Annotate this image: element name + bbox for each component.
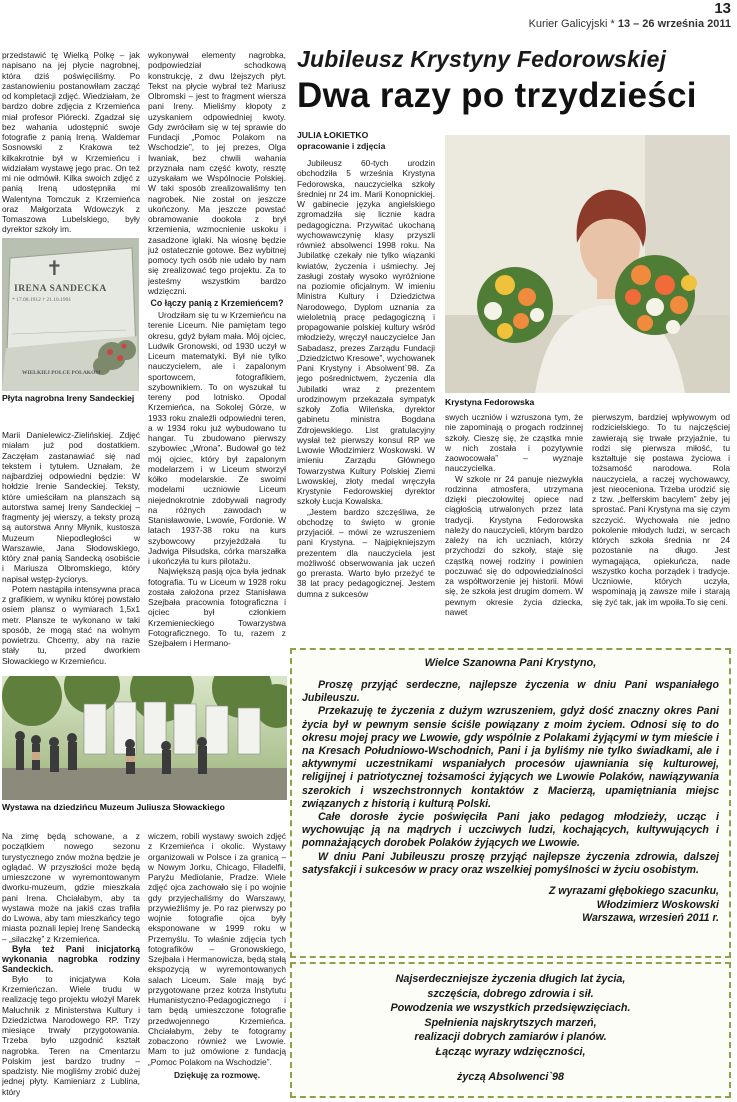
letter-paragraph: Całe dorosłe życie poświęciła Pani jako pedagog młodzieży, ucząc i wychowując ją na mądrych i uczciwych ludzi, kochających, kultywujących i pomnażających dorobek Polaków żyjących we Lwowie.: [302, 811, 719, 850]
publication-name: Kurier Galicyjski: [528, 18, 608, 30]
article-title: Dwa razy po trzydzieści: [297, 76, 697, 115]
gravestone-photo-caption: Płyta nagrobna Ireny Sandeckiej: [2, 393, 135, 403]
paragraph: „Jestem bardzo szczęśliwa, że obchodzę to święto w gronie przyjaciół. – mówi ze wzruszeniem pani Krystyna. – Najpiękniejszym prezentem dla nauczyciela jest możliwość obserwowania jak uczeń go prerasta. Warto było przeżyć te 38 lat pracy pedagogicznej. Jestem dumna z sukcesów: [297, 506, 435, 599]
greetings-letter-box: [290, 648, 731, 958]
gravestone-cross: ✝: [46, 256, 63, 280]
running-header: [529, 18, 731, 30]
author-note: opracowanie i zdjęcia: [297, 141, 386, 151]
letter-closing: Z wyrazami głębokiego szacunku,: [548, 885, 719, 898]
paragraph: wykonywał elementy nagrobka, podpowiedział schodkową konstrukcję, z dwu lżejszych płyt. Tekst na płycie wybrał też Mariusz Olbromski – jest to fragment wiersza pani Ireny. Mieliśmy kłopoty z uzyskaniem odpowiedniej kwoty. Gdy zwróciłam się w tej sprawie do Fundacji „Pomoc Polakom na Wschodzie”, to jej prezes, Olga Iwaniak, bez chwili wahania przyznała nam część kwoty, resztę uzyskałam we Wspólnocie Polskiej. W taki sposób zrealizowaliśmy ten nagrobek. Nie został on jeszcze ukończony. Ma jeszcze powstać obramowanie dookoła z brył krzemienia, wzmocnienie uskoku i zasadzone iglaki. Na wiosnę będzie już ostatecznie gotowe. Bez wybitnej pomocy tych osób nie udało by nam się zrealizować tego projektu. Za to jesteśmy wszystkim bardzo wdzięczni.: [148, 50, 286, 296]
interview-question: Była też Pani inicjatorką wykonania nagrobka rodziny Sandeckich.: [2, 943, 140, 974]
article-column-3: [592, 412, 730, 642]
letter-place-date: Warszawa, wrzesień 2011 r.: [582, 912, 719, 925]
paragraph: przedstawić tę Wielką Polkę – jak napisano na jej płycie nagrobnej, która dziś poświęciliśmy. Po zastanowieniu postanowiłam zacząć od kompletacji zdjęć. Wiedziałam, że bardzo dobre zdjęcia z Krzemieńca miał profesor Piórecki. Zgadzał się bez wahania udostępnić swoje fotografie z panią Ireną. Waldemar Sosnowski z Krakowa też kilkakrotnie był w Krzemieńcu i widziałam wystawę jego prac. On też mi nie odmówił. Kilka swoich zdjęć z panią Ireną udostępniła mi Walentyna Tomczuk z Krzemieńca oraz Małgorzata Wdowczyk z Tomaszowa Lubelskiego, były dyrektor szkoły im.: [2, 50, 140, 235]
interview-question: Co łączy panią z Krzemieńcem?: [150, 298, 284, 308]
letter-signature: [302, 885, 719, 926]
wish-signoff: życzą Absolwenci`98: [456, 1070, 564, 1083]
paragraph: wiczem, robili wystawy swoich zdjęć z Krzemieńca i okolic. Wystawy organizowali w Polsce i za granicą – w Nowym Jorku, Chicago, Filadelfii, Paryżu Mediolanie, Pradze. Wiele zdjęć ojca zachowało się i po wojnie gdy przyjechaliśmy do Warszawy, przywieźliśmy je. Po raz pierwszy po wojnie fotografie ojca były eksponowane w 1999 roku w Przemyślu. To właśnie zdjęcia tych fotografików – Gronowskiego, Szejbała i Hermanowicza, będą stałą ekspozycją w wyremontowanych salach Liceum. Sale mają być przygotowane przez kotrza Instytutu Humanistyczno-Pedagogicznego i tam będą umieszczone fotografie przedwojennego Krzemieńca. Chciałabym, żeby te fotogramy zobaczono również we Lwowie. Mam to już omówione z fundacją „Pomoc Polakom na Wschodzie”.: [148, 831, 286, 1067]
exhibition-photo-caption: Wystawa na dziedzińcu Muzeum Juliusza Słowackiego: [2, 802, 225, 812]
paragraph: Było to inicjatywa Koła Krzemieńczan. Wiele trudu w realizację tego projektu włożył Marek Małuchnik z Ministerstwa Kultury i Dziedzictwa Narodowego RP. Trzy miesiące trwały przygotowania. Trzeba było uzgodnić kształt nagrobka. Teren na Cmentarzu Polskim jest bardzo trudny – spadzisty. Nie mogliśmy zrobić dużej jednej płyty. Kamieniarz z Lublina, który: [2, 973, 140, 1097]
paragraph: swych uczniów i wzruszona tym, że nie zapominają o progach rodzinnej szkoły. Cieszę się, że cząstka mnie w nich została i pozytywnie zaowocowała” – wyznaje nauczycielka.: [445, 412, 583, 474]
portrait-illustration: [445, 135, 730, 393]
issue-date: 13 – 26 września 2011: [617, 18, 731, 30]
exhibition-photo: [2, 676, 287, 800]
byline: [297, 130, 385, 152]
paragraph: pierwszym, bardziej wpływowym od rodzicielskiego. To tu najczęściej zawierają się trwałe przyjaźnie, tu rodzi się pierwsza miłość, tu kształtuje się postawa życiowa i tożsamość narodowa. Rola nauczyciela, a raczej wychowawcy, jest nieoceniona. Trzeba urodzić się z tzw. „belferskim bacylem” żeby jej sprostać. Pani Krystyna ma się czym szczycić. Wychowała nie jedno pokolenie młodych ludzi, w sercach których szkoła średnia nr 24 pozostanie na długo. Jest wymagająca, opiekuńcza, nade wszystko kocha porządek i tradycje. Uczniowie, których uczyła, wspominają ją zawsze mile i starają się żyć tak, jak im wpoiła.To się ceni.: [592, 412, 730, 607]
article-kicker: Jubileusz Krystyny Fedorowskiej: [297, 46, 667, 72]
left-column-1-top: [2, 50, 140, 236]
wish-line: Najserdeczniejsze życzenia długich lat życia,: [395, 973, 626, 985]
paragraph: Jubileusz 60-tych urodzin obchodziła 5 września Krystyna Fedorowska, nauczycielka szkoły średniej nr 24 im. Marii Konopnickiej. W gabinecie języka angielskiego zgromadziła się licznie kadra pedagogiczna. Przywitać ukochaną wychowawczynię klasy przyszli również absolwenci 1998 roku. Na Jubilatkę czekały nie tylko wiązanki kwiatów, życzenia i uśmiechy. Jej zasługi zostały wysoko wyróżnione na poziomie oficjalnym. W imieniu Ministra Kultury i Dziedzictwa Narodowego, Dyplom uznania za wieloletnią pracę pedagogiczną i propagowanie polskiej kultury wśród młodzieży, wręczył nauczycielce Jan Sabadasz, prezes Zarządu Fundacji „Dziedzictwo Kresowe”, wychowanek Pani Krystyny i Absolwent`98. Za jego pośrednictwem, życzenia dla Jubilatki wraz z prezentem urodzinowym przekazała sympatyk szkoły Zofia Wileńska, dyrektor gabinetu ministra Bogdana Zdrojewskiego. List gratulacyjny wysłał też pierwszy konsul RP we Lwowie Włodzimierz Woskowski. W imieniu Zarządu Głównego Towarzystwa Kultury Polskiej Ziemi Lwowskiej, złoty medal wręczyła Krystynie Fedorowskiej dyrektor szkoły Łucja Kowalska.: [297, 158, 435, 507]
letter-salutation: Wielce Szanowna Pani Krystyno,: [424, 657, 597, 669]
letter-paragraph: Proszę przyjąć serdeczne, najlepsze życzenia w dniu Pani wspaniałego Jubileuszu.: [302, 679, 719, 705]
article-column-2: [445, 412, 583, 642]
header-separator: *: [610, 18, 615, 30]
portrait-photo-caption: Krystyna Fedorowska: [445, 397, 535, 407]
closing-line: Dziękuję za rozmowę.: [173, 1069, 261, 1080]
portrait-photo: [445, 135, 730, 393]
paragraph: Marii Danielewicz-Zielińskiej. Zdjęć miałam już pod dostatkiem. Zaczęłam zastanawiać się nad tekstem i tytułem. Uznałam, że najbardziej odpowiedni będzie: W hołdzie Irenie Sandeckiej. Teksty, które umieściłam na planszach są autorstwa samej Ireny Sandeckiej – fragmenty jej wierszy, a teksty prozą są autorstwa Anny Młynik, kustosza Muzeum Niepodległości w Warszawie, Jana Słodowskiego, który znał panią Sandecką osobiście i Mariusza Olbromskiego, który napisał wstęp-życiorys.: [2, 430, 140, 584]
gravestone-footer: WIELKIEJ POLCE POLAKOM: [22, 370, 101, 376]
article-column-1: [297, 158, 435, 642]
paragraph: Urodziłam się tu w Krzemieńcu na terenie Liceum. Nie pamiętam tego okresu, gdyż byłam mała. Mój ojciec, Ludwik Gronowski, od 1930 uczył w Liceum matematyki. Był nie tylko nauczycielem, ale i zapalonym sportowcem, fotografikiem, szybownikiem. To on wyszukał tu tereny pod lotnisko. Opodal Krzemieńca, na Sokolej Górze, w 1933 roku znaleźli odpowiedni teren, a w 1934 roku już wybudowano tu hangar. Tu zbudowano pierwszy szybowiec „Wrona”. Budował go też mój ojciec, który był zapalonym modelarzem i w Liceum stworzył kółko modelarskie. Ze swoimi modelami uczniowie Liceum niejednokrotnie zdobywali nagrody na różnych zawodach w Stanisławowie, Lwowie, Fordonie. W latach 1937-38 roku na kurs szybowcowy przyjeżdżała tu Jadwiga Piłsudska, córka marszałka i ukończyła tu kurs pilotażu.: [148, 310, 286, 566]
paragraph: W szkole nr 24 panuje niezwykła rodzinna atmosfera, utrzymana dzięki pieczołowitej opiece nad ciągłością utrwalonych przez lata tradycji. Krystyna Fedorowska należy do nauczycieli, którym bardzo zależy na ich uczniach, którzy przychodzi do szkoły, staje się cząstką nowej rodziny i powinien poczuwać się do odpowiedzialności za współtworzenie jej historii. Mówi się, że szkoła jest drugim domem. W pewnym okresie życia dziecka, nawet: [445, 473, 583, 617]
letter-signer: Włodzimierz Woskowski: [596, 898, 719, 911]
author-name: JULIA ŁOKIETKO: [297, 130, 369, 140]
letter-paragraph: Przekazuję te życzenia z dużym wzruszeniem, gdyż dość znaczny okres Pani życia był w pewnym sensie ściśle powiązany z moim życiem. Odnosi się to do okresu mojej pracy we Lwowie, gdy wspólnie z Polakami żyjącymi w tym mieście i na Kresach Południowo-Wschodnich, Pani i ja byliśmy nie tylko świadkami, ale i aktywnymi uczestnikami wspaniałych procesów ujawniania się kulturowej, religijnej i patriotycznej tożsamości żyjących we Lwowie Polaków, nawiązywania szerokich i wszechstronnych kontaktów z Macierzą, upamiętniania miejsc związanych z historią i kulturą Polski.: [302, 705, 719, 810]
page-number: 13: [714, 0, 731, 17]
wish-line: Powodzenia we wszystkich przedsięwzięciach.: [390, 1002, 631, 1015]
gravestone-name: IRENA SANDECKA: [14, 284, 107, 294]
wish-line: Łącząc wyrazy wdzięczności,: [435, 1045, 586, 1058]
paragraph: Największą pasją ojca była jednak fotografia. Tu w Liceum w 1928 roku została założona przez Stanisława Szejbała pracownia fotograficzna i ojciec był członkiem Krzemienieckiego Towarzystwa Fotograficznego. To tu, razem z Szejbałem i Hermano-: [148, 566, 286, 648]
wish-line: szczęścia, dobrego zdrowia i sił.: [427, 987, 594, 1000]
alumni-wishes-box: [290, 962, 731, 1098]
bottom-column-2: [148, 831, 286, 1099]
gravestone-illustration: [2, 238, 139, 391]
bottom-column-1: [2, 831, 140, 1099]
wish-line: realizacji dobrych zamiarów i planów.: [414, 1031, 607, 1044]
left-column-2: [148, 50, 286, 674]
exhibition-illustration: [2, 676, 287, 800]
gravestone-dates: * 17.08.1912 † 21.10.1991: [12, 297, 72, 303]
gravestone-photo: [2, 238, 139, 391]
wish-line: Spełnienia najskrytszych marzeń,: [424, 1016, 597, 1029]
paragraph: Na zimę będą schowane, a z początkiem nowego sezonu turystycznego znów można będzie je oglądać. W przyszłości może będą umieszczone w wyremontowanym dworku-muzeum, gdzie mieszkała pani Irena. Chciałabym, aby ta wystawa może na jakiś czas trafiła do Lwowa, aby tam mieszkańcy tego miasta poznali lepiej Irenę Sandecką – „silaczkę” z Krzemieńca.: [2, 831, 140, 944]
paragraph: Potem nastąpiła intensywna praca z grafikiem, w wyniku której powstało osiem plansz o wymiarach 1,5x1 metr. Plansze te wykonano w taki sposób, że mogą stać na wolnym powietrzu. Chcemy, aby na razie stały tu, przed dworkiem Słowackiego w Krzemieńcu.: [2, 583, 140, 666]
left-column-1-bottom: [2, 430, 140, 674]
letter-paragraph: W dniu Pani Jubileuszu proszę przyjąć najlepsze życzenia zdrowia, dalszej satysfakcji i sukcesów w pracy oraz wszelkiej pomyślności w życiu osobistym.: [302, 850, 719, 876]
